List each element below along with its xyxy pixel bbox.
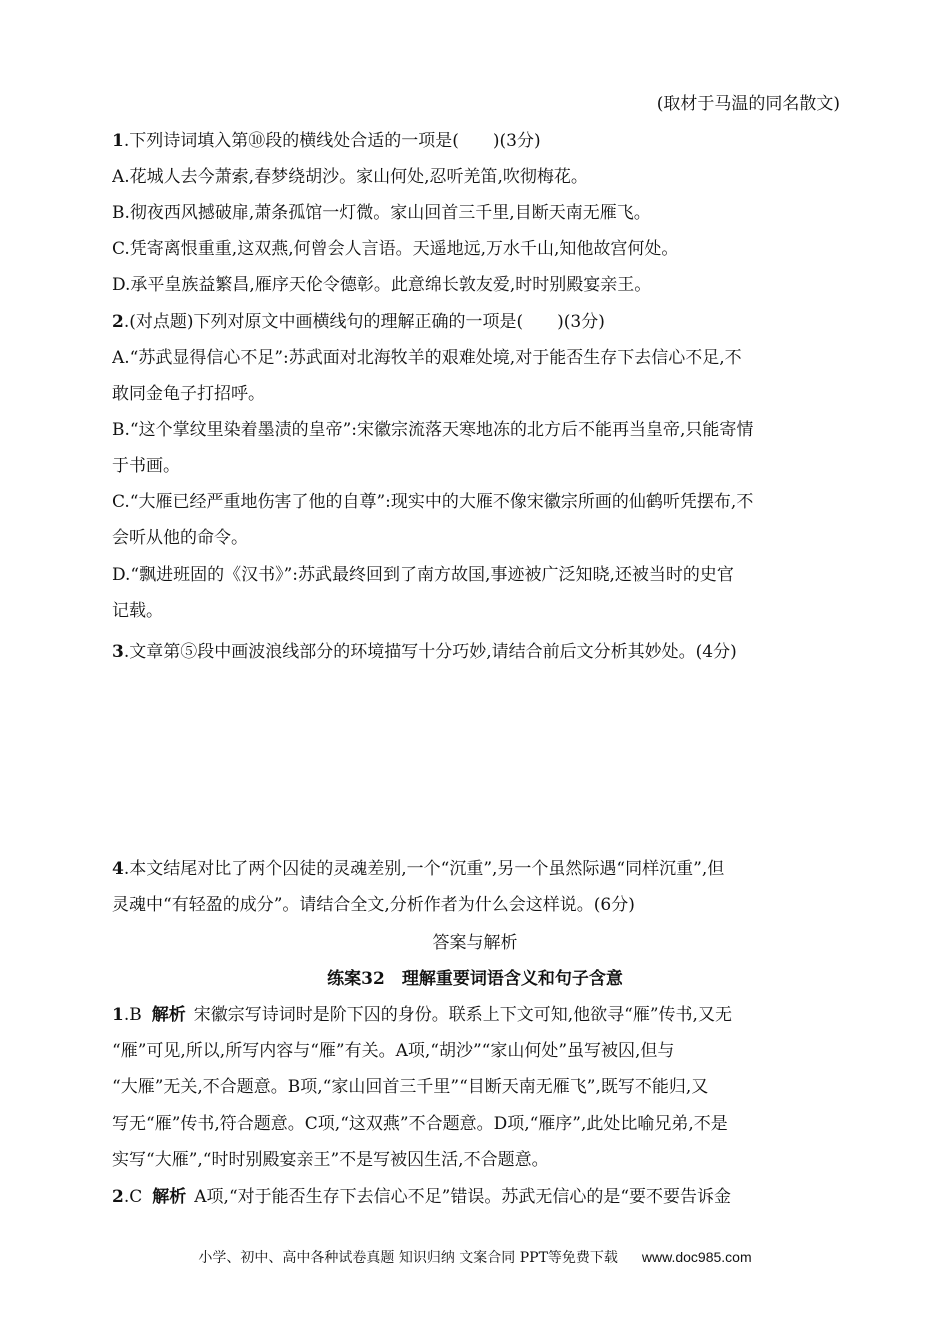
question-text: .文章第⑤段中画波浪线部分的环境描写十分巧妙,请结合前后文分析其妙处。(4分): [123, 642, 737, 662]
answer-1-line-3: “大雁”无关,不合题意。B项,“家山回首三千里”“目断天南无雁飞”,既写不能归,又: [112, 1077, 709, 1097]
answer-1-line-1: [112, 1001, 840, 1029]
question-1-option-d: D.承平皇族益繁昌,雁序天伦令德彰。此意绵长敦友爱,时时别殿宴亲王。: [112, 275, 652, 295]
question-2-option-b-line-2: 于书画。: [112, 456, 180, 476]
question-1-option-c: C.凭寄离恨重重,这双燕,何曾会人言语。天遥地远,万水千山,知他故宫何处。: [112, 239, 679, 259]
question-text: .下列诗词填入第⑩段的横线处合适的一项是( )(3分): [123, 131, 541, 151]
answer-number: 2: [112, 1187, 124, 1207]
question-number: 4: [112, 859, 124, 879]
question-number: 2: [112, 312, 124, 332]
answers-subheading: 练案32 理解重要词语含义和句子含意: [327, 969, 623, 989]
footer-url[interactable]: www.doc985.com: [641, 1249, 752, 1265]
question-1-option-b: B.彻夜西风撼破扉,萧条孤馆一灯微。家山回首三千里,目断天南无雁飞。: [112, 203, 651, 223]
answer-text: 宋徽宗写诗词时是阶下囚的身份。联系上下文可知,他欲寻“雁”传书,又无: [193, 1005, 732, 1025]
answer-letter: .B: [123, 1005, 142, 1025]
answer-1-line-2: “雁”可见,所以,所写内容与“雁”有关。A项,“胡沙”“家山何处”虽写被囚,但与: [112, 1041, 675, 1061]
question-3-stem: [112, 638, 840, 666]
question-2-option-a-line-1: A.“苏武显得信心不足”:苏武面对北海牧羊的艰难处境,对于能否生存下去信心不足,不: [112, 348, 742, 368]
analysis-tag: 解析: [152, 1187, 187, 1207]
answer-text: A项,“对于能否生存下去信心不足”错误。苏武无信心的是“要不要告诉金: [194, 1187, 732, 1207]
question-number: 1: [112, 131, 124, 151]
question-2-option-c-line-2: 会听从他的命令。: [112, 528, 248, 548]
question-text: .本文结尾对比了两个囚徒的灵魂差别,一个“沉重”,另一个虽然际遇“同样沉重”,但: [123, 859, 725, 879]
question-2-stem: [112, 308, 840, 336]
question-2-option-b-line-1: B.“这个掌纹里染着墨渍的皇帝”:宋徽宗流落天寒地冻的北方后不能再当皇帝,只能寄情: [112, 420, 754, 440]
question-4-stem-line-1: [112, 855, 840, 883]
page-footer: [0, 1245, 950, 1270]
answer-2-line-1: [112, 1183, 840, 1211]
question-2-option-c-line-1: C.“大雁已经严重地伤害了他的自尊”:现实中的大雁不像宋徽宗所画的仙鹤听凭摆布,不: [112, 492, 754, 512]
question-text: .(对点题)下列对原文中画横线句的理解正确的一项是( )(3分): [123, 312, 605, 332]
question-4-stem-line-2: 灵魂中“有轻盈的成分”。请结合全文,分析作者为什么会这样说。(6分): [112, 895, 635, 915]
question-1-stem: [112, 127, 840, 155]
question-2-option-a-line-2: 敢同金龟子打招呼。: [112, 384, 265, 404]
question-number: 3: [112, 642, 124, 662]
footer-text: 小学、初中、高中各种试卷真题 知识归纳 文案合同 PPT等免费下载: [198, 1250, 618, 1266]
question-2-option-d-line-2: 记载。: [112, 601, 163, 621]
question-1-option-a: A.花城人去今萧索,春梦绕胡沙。家山何处,忍听羌笛,吹彻梅花。: [112, 167, 588, 187]
answers-heading: 答案与解析: [432, 933, 518, 953]
question-2-option-d-line-1: D.“飘进班固的《汉书》”:苏武最终回到了南方故国,事迹被广泛知晓,还被当时的史官: [112, 565, 734, 585]
source-note: (取材于马温的同名散文): [656, 94, 840, 114]
answer-1-line-5: 实写“大雁”,“时时别殿宴亲王”不是写被囚生活,不合题意。: [112, 1150, 549, 1170]
answer-letter: .C: [123, 1187, 143, 1207]
answer-number: 1: [112, 1005, 124, 1025]
answer-1-line-4: 写无“雁”传书,符合题意。C项,“这双燕”不合题意。D项,“雁序”,此处比喻兄弟,不是: [112, 1114, 728, 1134]
analysis-tag: 解析: [151, 1005, 186, 1025]
